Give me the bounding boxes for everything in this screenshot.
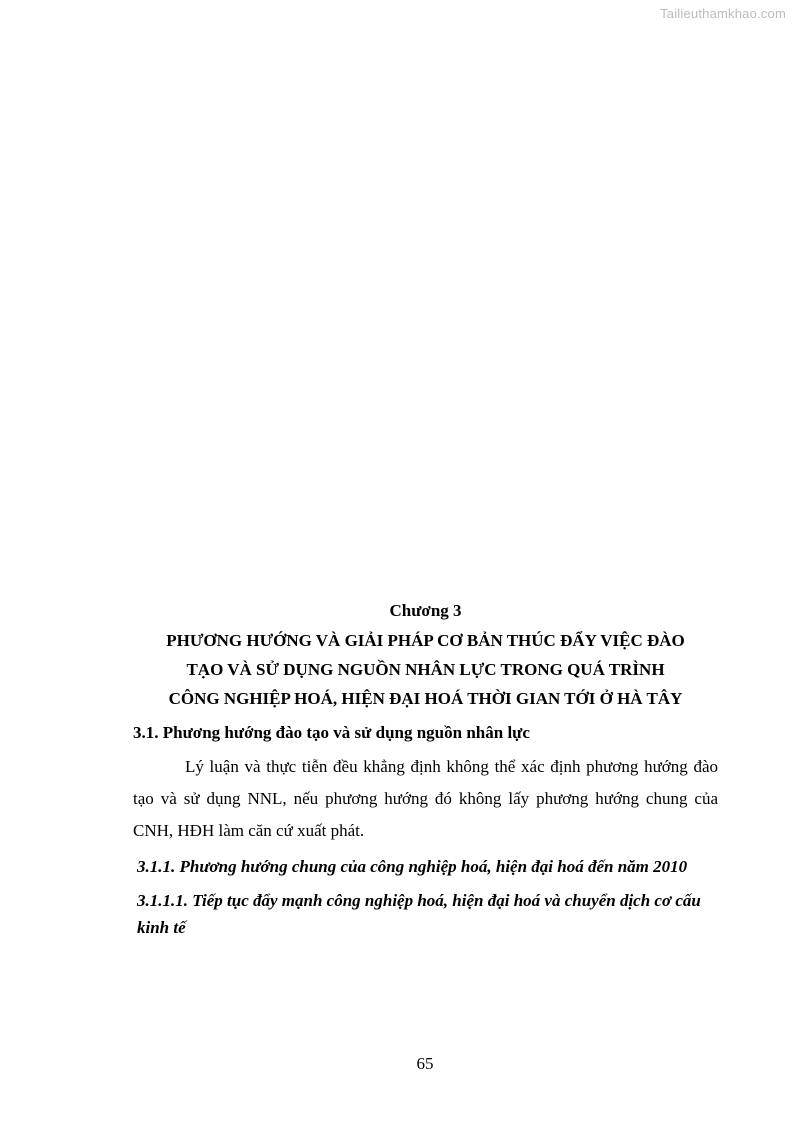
section-heading-3-1: 3.1. Phương hướng đào tạo và sử dụng nguồn nhân lực [133,723,530,742]
chapter-title-line: CÔNG NGHIỆP HOÁ, HIỆN ĐẠI HOÁ THỜI GIAN TỚI Ở HÀ TÂY [168,689,683,708]
section-paragraph: Lý luận và thực tiễn đều khẳng định không thể xác định phương hướng đào tạo và sử dụng NNL, nếu phương hướng đó không lấy phương hướng chung của CNH, HĐH làm căn cứ xuất phát. [133,757,718,840]
subsubsection-heading-3-1-1-1: 3.1.1.1. Tiếp tục đẩy mạnh công nghiệp hoá, hiện đại hoá và chuyển dịch cơ cấu kinh tế [137,891,701,937]
page-content [133,596,718,941]
subsection-heading-3-1-1: 3.1.1. Phương hướng chung của công nghiệp hoá, hiện đại hoá đến năm 2010 [137,857,688,876]
chapter-label: Chương 3 [389,601,462,620]
chapter-title-line: PHƯƠNG HƯỚNG VÀ GIẢI PHÁP CƠ BẢN THÚC ĐẨY VIỆC ĐÀO [166,631,685,650]
chapter-title [133,626,718,713]
page-number: 65 [416,1054,434,1073]
chapter-title-line: TẠO VÀ SỬ DỤNG NGUỒN NHÂN LỰC TRONG QUÁ TRÌNH [186,660,665,679]
watermark: Tailieuthamkhao.com [660,6,786,21]
